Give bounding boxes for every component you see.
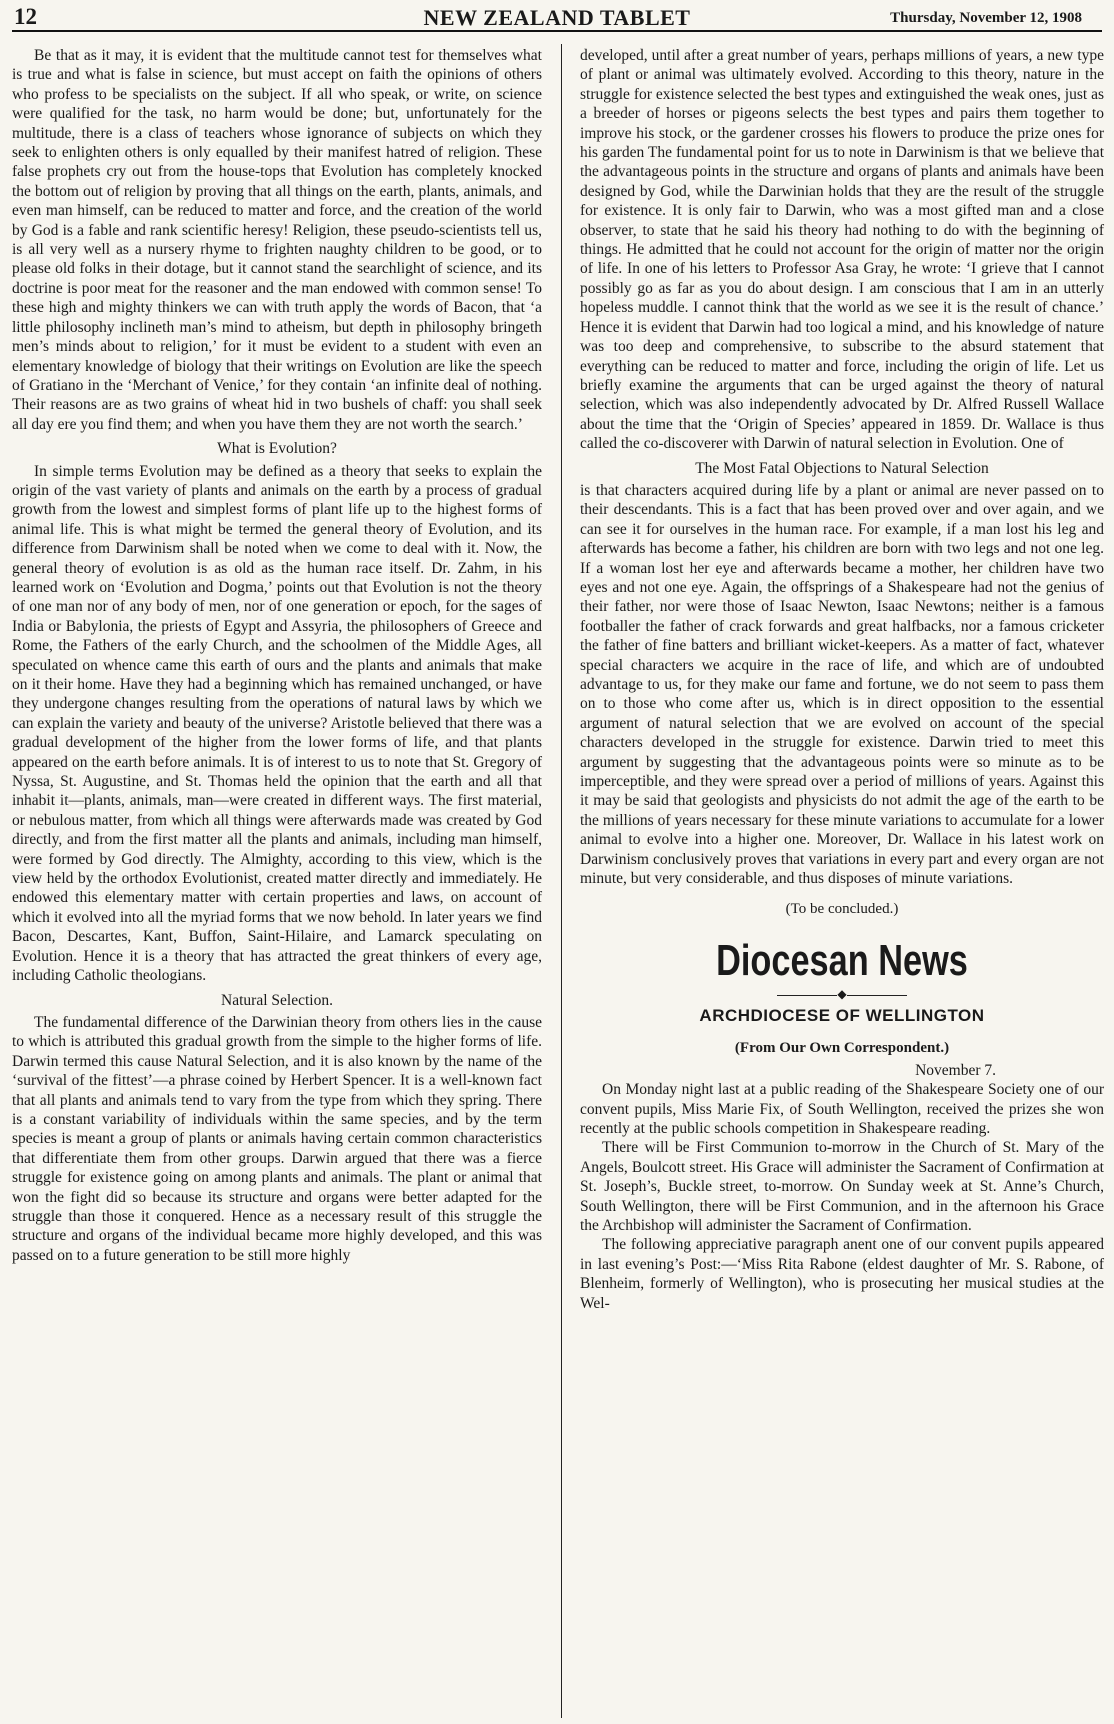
article-paragraph: developed, until after a great number of years, perhaps millions of years, a new type of plant or animal was ultimately evolved. According to this theory, nature in the struggle for existence selected the best types and extinguished the weak ones, just as a breeder of horses or pigeons selects the best types and pairs them together to improve his stock, or the gardener crosses his flowers to produce the prize ones for his garden The fundamental point for us to note in Darwinism is that we believe that the advantageous points in the structure and organs of plants and animals have been designed by God, while the Darwinian holds that they are the result of the struggle for existence. It is only fair to Darwin, who was a most gifted man and a close observer, to state that he said his theory had nothing to do with the beginning of things. He admitted that he could not account for the origin of matter nor the origin of life. In one of his letters to Professor Asa Gray, he wrote: ‘I grieve that I cannot possibly go as far as you do about design. I am conscious that I am in an utterly hopeless muddle. I cannot think that the world as we see it is the result of chance.’ Hence it is evident that Darwin had too logical a mind, and his knowledge of nature was too deep and comprehensive, to subscribe to the absurd statement that everything can be reduced to matter and force, including the origin of life. Let us briefly examine the arguments that can be urged against the theory of natural selection, which was also independently advocated by Dr. Alfred Russell Wallace about the time that the ‘Origin of Species’ appeared in 1859. Dr. Wallace is thus called the co-discoverer with Darwin of natural selection in Evolution. One of: [580, 47, 1104, 453]
news-paragraph: The following appreciative paragraph anent one of our convent pupils appeared in last evening’s Post:—‘Miss Rita Rabone (eldest daughter of Mr. S. Rabone, of Blenheim, formerly of Wellington), who is prosecuting her musical studies at the Wel-: [580, 1236, 1104, 1312]
article-paragraph: Be that as it may, it is evident that the multitude cannot test for themselves what is true and what is false in science, but must accept on faith the opinions of others who profess to be specialists on the subject. If all who speak, or write, on science were qualified for the task, no harm would be done; but, unfortunately for the multitude, there is a class of teachers whose ignorance of subjects on which they seek to enlighten others is only equalled by their manifest hatred of religion. These false prophets cry out from the house-tops that Evolution has completely knocked the bottom out of religion by proving that all things on the earth, plants, animals, and even man himself, can be reduced to matter and force, and the creation of the world by God is a fable and rank scientific heresy! Religion, these pseudo-scientists tell us, is all very well as a nursery rhyme to frighten naughty children to be good, or to please old folks in their dotage, but it cannot stand the searchlight of science, and its doctrine is poor meat for the reasoner and the man endowed with common sense! To these high and mighty thinkers we can with truth apply the words of Bacon, that ‘a little philosophy inclineth man’s mind to atheism, but depth in philosophy bringeth men’s minds about to religion,’ for it must be evident to a student with even an elementary knowledge of biology that their writings on Evolution are like the speech of Gratiano in the ‘Merchant of Venice,’ for they contain ‘an infinite deal of nothing. Their reasons are as two grains of wheat hid in two bushels of chaff: you shall seek all day ere you find them; and when you have them they are not worth the search.’: [12, 47, 542, 433]
section-heading-natural-selection: Natural Selection.: [221, 991, 333, 1009]
news-paragraph: On Monday night last at a public reading of the Shakespeare Society one of our convent pupils, Miss Marie Fix, of South Wellington, received the prizes she won recently at the public schools competition in Shakespeare reading.: [580, 1081, 1104, 1137]
section-heading-fatal-objections: The Most Fatal Objections to Natural Selection: [695, 459, 989, 477]
column-divider: [561, 44, 562, 1718]
article-paragraph: The fundamental difference of the Darwinian theory from others lies in the cause to which is attributed this gradual growth from the simple to the higher forms of life. Darwin termed this cause Natural Selection, and it is also known by the name of the ‘survival of the fittest’—a phrase coined by Herbert Spencer. It is a well-known fact that all plants and animals tend to vary from the type from which they spring. There is a constant variability of individuals within the same species, and by the term species is meant a group of plants or animals having certain common characteristics that differentiate them from other groups. Darwin argued that there was a fierce struggle for existence going on among plants and animals. The plant or animal that won the fight did so because its structure and organs were better adapted for the struggle than those it conquered. Hence as a necessary result of this struggle the structure and organs of the individual became more highly developed, and this was passed on to a future generation to be still more highly: [12, 1013, 542, 1264]
left-column: [12, 46, 542, 1265]
ornament-divider: ◆: [580, 988, 1104, 1000]
right-column: [580, 46, 1104, 1313]
to-be-concluded-note: (To be concluded.): [785, 901, 899, 918]
diocesan-news-heading: Diocesan News: [716, 935, 968, 985]
article-paragraph: is that characters acquired during life by a plant or animal are never passed on to their descendants. This is a fact that has been proved over and over again, and we can see it for ourselves in the human race. For example, if a man lost his leg and afterwards has become a father, his children are born with two legs and not one leg. If a woman lost her eye and afterwards became a mother, her children have two eyes and not one eye. Again, the offsprings of a Shakespeare had not the genius of their father, nor were those of Isaac Newton, Isaac Newtons; neither is a famous footballer the father of crack forwards and great halfbacks, nor a famous cricketer the father of fine batters and brilliant wicket-keepers. As a matter of fact, whatever special characters we acquire in the race of life, and which are of undoubted advantage to us, for they make our fame and fortune, we do not seem to pass them on to those who come after us, which is in direct opposition to the essential argument of natural selection that we are evolved on account of the special characters developed in the struggle for existence. Darwin tried to meet this argument by suggesting that the advantageous points were so minute as to be imperceptible, and they were spread over a period of millions of years. Against this it may be said that geologists and physicists do not admit the age of the earth to be the millions of years necessary for these minute variations to accumulate for a lower animal to evolve into a higher one. Moreover, Dr. Wallace in his latest work on Darwinism conclusively proves that variations in every part and every organ are not minute, but very considerable, and thus disposes of minute variations.: [580, 481, 1104, 888]
dateline: November 7.: [915, 1061, 996, 1079]
masthead: [12, 6, 1102, 32]
article-paragraph: In simple terms Evolution may be defined as a theory that seeks to explain the origin of the vast variety of plants and animals on the earth by a process of gradual growth from the lowest and simplest forms of plant life up to the highest forms of animal life. This is what might be termed the general theory of Evolution, and its difference from Darwinism shall be noted when we come to deal with it. Now, the general theory of evolution is as old as the human race itself. Dr. Zahm, in his learned work on ‘Evolution and Dogma,’ points out that Evolution is not the theory of one man nor of any body of men, nor of one generation or epoch, for the sages of India or Babylonia, the priests of Egypt and Assyria, the philosophers of Greece and Rome, the Fathers of the early Church, and the schoolmen of the Middle Ages, all speculated on whence came this earth of ours and the plants and animals that make on it their home. Have they had a beginning which has remained unchanged, or have they undergone changes resulting from the operations of natural laws by which we can explain the variety and beauty of the universe? Aristotle believed that there was a gradual development of the higher from the lower forms of life, and that plants appeared on the earth before animals. It is of interest to us to note that St. Gregory of Nyssa, St. Augustine, and St. Thomas held the opinion that the earth and all that inhabit it—plants, animals, man—were created in different ways. The first material, or nebulous matter, from which all things were afterwards made was created by God directly, and from the first matter all the plants and animals, including man himself, were formed by God directly. The Almighty, according to this view, which is the view held by the orthodox Evolutionist, created matter directly and immediately. He endowed this elementary matter with certain properties and laws, on account of which it evolved into all the myriad forms that we now behold. In later years we find Bacon, Descartes, Kant, Buffon, Saint-Hilaire, and Lamarck speculating on Evolution. Hence it is a theory that has attracted the great thinkers of every age, including Catholic theologians.: [12, 462, 542, 985]
issue-date: Thursday, November 12, 1908: [890, 10, 1082, 26]
publication-title: NEW ZEALAND TABLET: [423, 5, 691, 30]
page-number: 12: [14, 4, 37, 29]
archdiocese-heading: ARCHDIOCESE OF WELLINGTON: [699, 1005, 985, 1025]
section-heading-what-is-evolution: What is Evolution?: [217, 440, 337, 458]
correspondent-byline: (From Our Own Correspondent.): [734, 1040, 950, 1057]
news-paragraph: There will be First Communion to-morrow in the Church of St. Mary of the Angels, Boulcott street. His Grace will administer the Sacrament of Confirmation at St. Joseph’s, Buckle street, to-morrow. On Sunday week at St. Anne’s Church, South Wellington, there will be First Communion, and in the afternoon his Grace the Archbishop will administer the Sacrament of Confirmation.: [580, 1139, 1104, 1234]
